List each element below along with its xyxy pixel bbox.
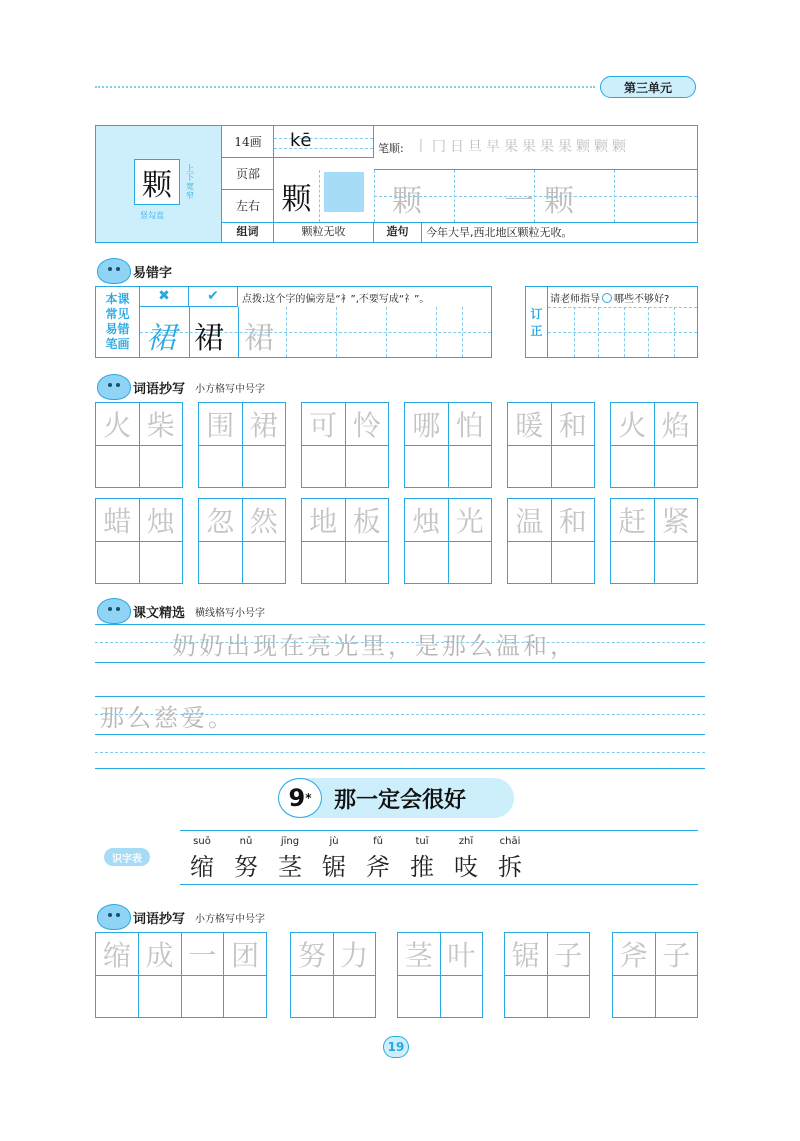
- word-grid[interactable]: [507, 402, 595, 488]
- grid-char: 暖: [515, 408, 544, 442]
- grid-char: 子: [554, 938, 583, 972]
- mascot-icon: [97, 904, 131, 930]
- grid-char: 火: [618, 408, 647, 442]
- sentence-label: 造句: [374, 223, 422, 242]
- word-sentence-row: [222, 222, 697, 242]
- writing-line: [95, 752, 705, 753]
- char-list-rule-top: [180, 830, 698, 831]
- stroke-step: 颗: [594, 139, 608, 155]
- word-label: 组词: [222, 223, 274, 242]
- side-label-line: 本课: [105, 292, 130, 306]
- char-pinyin: zhī: [458, 836, 474, 847]
- side-label-line: 常见: [105, 307, 130, 321]
- copy-words-tag-label: 词语抄写: [133, 381, 186, 397]
- word-grid[interactable]: [301, 498, 389, 584]
- right-mark-icon: ✔: [207, 288, 219, 304]
- word-grid[interactable]: [404, 402, 492, 488]
- mascot-icon: [97, 374, 131, 400]
- correct-label: [526, 287, 548, 357]
- copy-words-tag-1: [97, 374, 265, 400]
- page-number: [383, 1036, 409, 1058]
- word-grid[interactable]: [301, 402, 389, 488]
- grid-char: 哪: [412, 408, 441, 442]
- word-value: 颗粒无收: [274, 223, 374, 242]
- writing-line: [95, 662, 705, 663]
- grid-char: 烛: [412, 504, 441, 538]
- stroke-step: 日: [450, 139, 464, 155]
- unit-label: 第三单元: [623, 80, 672, 95]
- writing-line: [95, 696, 705, 697]
- passage-line-1: 奶奶出现在亮光里，是那么温和，: [172, 632, 577, 660]
- grid-char: 柴: [146, 408, 175, 442]
- word-grid[interactable]: [610, 498, 698, 584]
- lesson-title-banner: [278, 778, 514, 818]
- char-item: [312, 836, 356, 882]
- char-list-label-text: 识字表: [112, 853, 142, 865]
- char-glyph: 斧: [366, 853, 390, 881]
- stroke-step: 丨: [414, 139, 428, 155]
- grid-char: 光: [455, 504, 484, 538]
- passage-hint: 横线格写小号字: [195, 607, 266, 619]
- smile-icon: [602, 293, 612, 303]
- pinyin: kē: [290, 130, 312, 151]
- char-item: [180, 836, 224, 882]
- char-item: [488, 836, 532, 882]
- grid-char: 子: [662, 938, 691, 972]
- grid-char: 团: [231, 938, 260, 972]
- stroke-step: 旦: [468, 139, 482, 155]
- grid-char: 和: [558, 408, 587, 442]
- char-item: [356, 836, 400, 882]
- trace-char-1: 颗: [392, 184, 422, 219]
- word-grid[interactable]: [95, 932, 267, 1018]
- grid-char: 地: [309, 504, 338, 538]
- grid-char: 板: [352, 504, 381, 538]
- radical-label: 页部: [222, 158, 274, 190]
- grid-char: 焰: [661, 408, 690, 442]
- main-char-panel: [96, 126, 222, 242]
- grid-char: 围: [206, 408, 235, 442]
- stroke-step: 果: [558, 139, 572, 155]
- stroke-count: 14画: [222, 126, 274, 158]
- char-pinyin: suō: [193, 836, 211, 847]
- error-tag-label: 易错字: [133, 265, 173, 281]
- stroke-step: 果: [540, 139, 554, 155]
- mascot-icon: [97, 258, 131, 284]
- char-glyph: 推: [410, 853, 434, 881]
- char-list: [180, 836, 532, 882]
- word-grid[interactable]: [507, 498, 595, 584]
- stroke-step: 冂: [432, 139, 446, 155]
- lesson-star: *: [305, 791, 312, 805]
- word-grid[interactable]: [95, 498, 183, 584]
- side-label-line: 易错: [105, 322, 130, 336]
- page-number-text: 19: [387, 1040, 405, 1054]
- copy-words-hint: 小方格写中号字: [195, 383, 266, 395]
- grid-char: 可: [309, 408, 338, 442]
- stroke-step: 果: [522, 139, 536, 155]
- grid-char: 成: [145, 938, 174, 972]
- trace-char-3: 颗: [544, 184, 574, 219]
- word-grid[interactable]: [198, 498, 286, 584]
- sample-char: 颗: [281, 182, 312, 217]
- word-grid[interactable]: [198, 402, 286, 488]
- stroke-order-label: 笔顺:: [378, 142, 404, 155]
- lesson-number-circle: [278, 778, 322, 818]
- error-side-label: [96, 287, 140, 357]
- sentence-value: 今年大旱,西北地区颗粒无收。: [426, 225, 573, 239]
- char-pinyin: jù: [329, 836, 339, 847]
- grid-char: 一: [188, 938, 217, 972]
- stroke-order-row: [374, 126, 697, 170]
- teacher-prompt: [550, 290, 669, 305]
- word-grid[interactable]: [610, 402, 698, 488]
- correct-label-line: 订: [530, 307, 543, 321]
- char-pinyin: fǔ: [373, 836, 383, 847]
- grid-char: 温: [515, 504, 544, 538]
- char-glyph: 努: [234, 853, 258, 881]
- sample-highlight: [324, 172, 364, 212]
- error-tip: 点拨:这个字的偏旁是“衤”,不要写成“礻”。: [242, 294, 430, 305]
- error-tag: [97, 258, 178, 284]
- word-grid[interactable]: [504, 932, 590, 1018]
- structure-note: 上下宽窄: [186, 164, 194, 200]
- word-grid[interactable]: [95, 402, 183, 488]
- main-char: 颗: [142, 168, 172, 203]
- char-glyph: 拆: [498, 853, 522, 881]
- grid-char: 然: [249, 504, 278, 538]
- trace-char-2: 一: [504, 184, 534, 219]
- copy-words-tag-2: [97, 904, 265, 930]
- practice-row: [274, 170, 697, 222]
- right-char: 裙: [194, 321, 224, 356]
- char-glyph: 缩: [190, 853, 214, 881]
- teacher-prompt-text: 请老师指导: [550, 294, 600, 305]
- trace-char: 裙: [244, 321, 274, 356]
- char-item: [224, 836, 268, 882]
- lesson-number: 9: [288, 784, 306, 812]
- structure-label: 左右: [235, 199, 260, 213]
- grid-char: 和: [558, 504, 587, 538]
- word-grid[interactable]: [397, 932, 483, 1018]
- side-label-line: 笔画: [105, 337, 130, 351]
- char-item: [400, 836, 444, 882]
- lesson-title: 那一定会很好: [334, 787, 467, 813]
- passage-line-2: 那么慈爱。: [100, 704, 235, 732]
- error-box: [95, 286, 492, 358]
- char-glyph: 锯: [322, 853, 346, 881]
- grid-char: 紧: [661, 504, 690, 538]
- stroke-step: 果: [504, 139, 518, 155]
- char-item: [268, 836, 312, 882]
- copy-words-hint: 小方格写中号字: [195, 913, 266, 925]
- writing-line: [95, 624, 705, 625]
- writing-line: [95, 734, 705, 735]
- copy-words-tag-label: 词语抄写: [133, 911, 186, 927]
- character-card: [95, 125, 698, 243]
- word-grid[interactable]: [404, 498, 492, 584]
- grid-char: 努: [297, 938, 326, 972]
- grid-char: 烛: [146, 504, 175, 538]
- grid-char: 怕: [455, 408, 484, 442]
- char-pinyin: nǔ: [239, 836, 253, 847]
- grid-char: 锯: [511, 938, 540, 972]
- stroke-step: 早: [486, 139, 500, 155]
- char-list-label: [104, 848, 150, 866]
- char-glyph: 吱: [454, 853, 478, 881]
- word-grid[interactable]: [290, 932, 376, 1018]
- char-list-rule-bottom: [180, 884, 698, 885]
- char-pinyin: jīng: [280, 836, 300, 847]
- header-dotted-rule: [95, 86, 595, 88]
- grid-char: 忽: [206, 504, 235, 538]
- char-glyph: 茎: [278, 853, 302, 881]
- char-pinyin: tuī: [415, 836, 429, 847]
- grid-char: 蜡: [103, 504, 132, 538]
- stroke-order-sequence: [414, 136, 626, 156]
- grid-char: 斧: [619, 938, 648, 972]
- passage-tag: [97, 598, 265, 624]
- wrong-mark-icon: ✖: [140, 287, 189, 306]
- mascot-icon: [97, 598, 131, 624]
- pinyin-row: [274, 126, 374, 158]
- stroke-note: 竖勾直: [140, 211, 164, 220]
- correction-box: [525, 286, 698, 358]
- stroke-step: 颗: [612, 139, 626, 155]
- grid-char: 火: [103, 408, 132, 442]
- passage-tag-label: 课文精选: [133, 605, 186, 621]
- stroke-step: 颗: [576, 139, 590, 155]
- grid-char: 怜: [352, 408, 381, 442]
- writing-line: [95, 768, 705, 769]
- grid-char: 赶: [618, 504, 647, 538]
- word-grid[interactable]: [612, 932, 698, 1018]
- teacher-question-text: 哪些不够好?: [614, 294, 670, 305]
- grid-char: 叶: [447, 938, 476, 972]
- grid-char: 力: [340, 938, 369, 972]
- main-char-box: [134, 159, 180, 205]
- char-item: [444, 836, 488, 882]
- correct-label-line: 正: [530, 324, 543, 338]
- wrong-char: 裙: [146, 321, 176, 356]
- grid-char: 缩: [102, 938, 131, 972]
- grid-char: 茎: [404, 938, 433, 972]
- unit-badge: [600, 76, 696, 98]
- grid-char: 裙: [249, 408, 278, 442]
- char-pinyin: chāi: [499, 836, 521, 847]
